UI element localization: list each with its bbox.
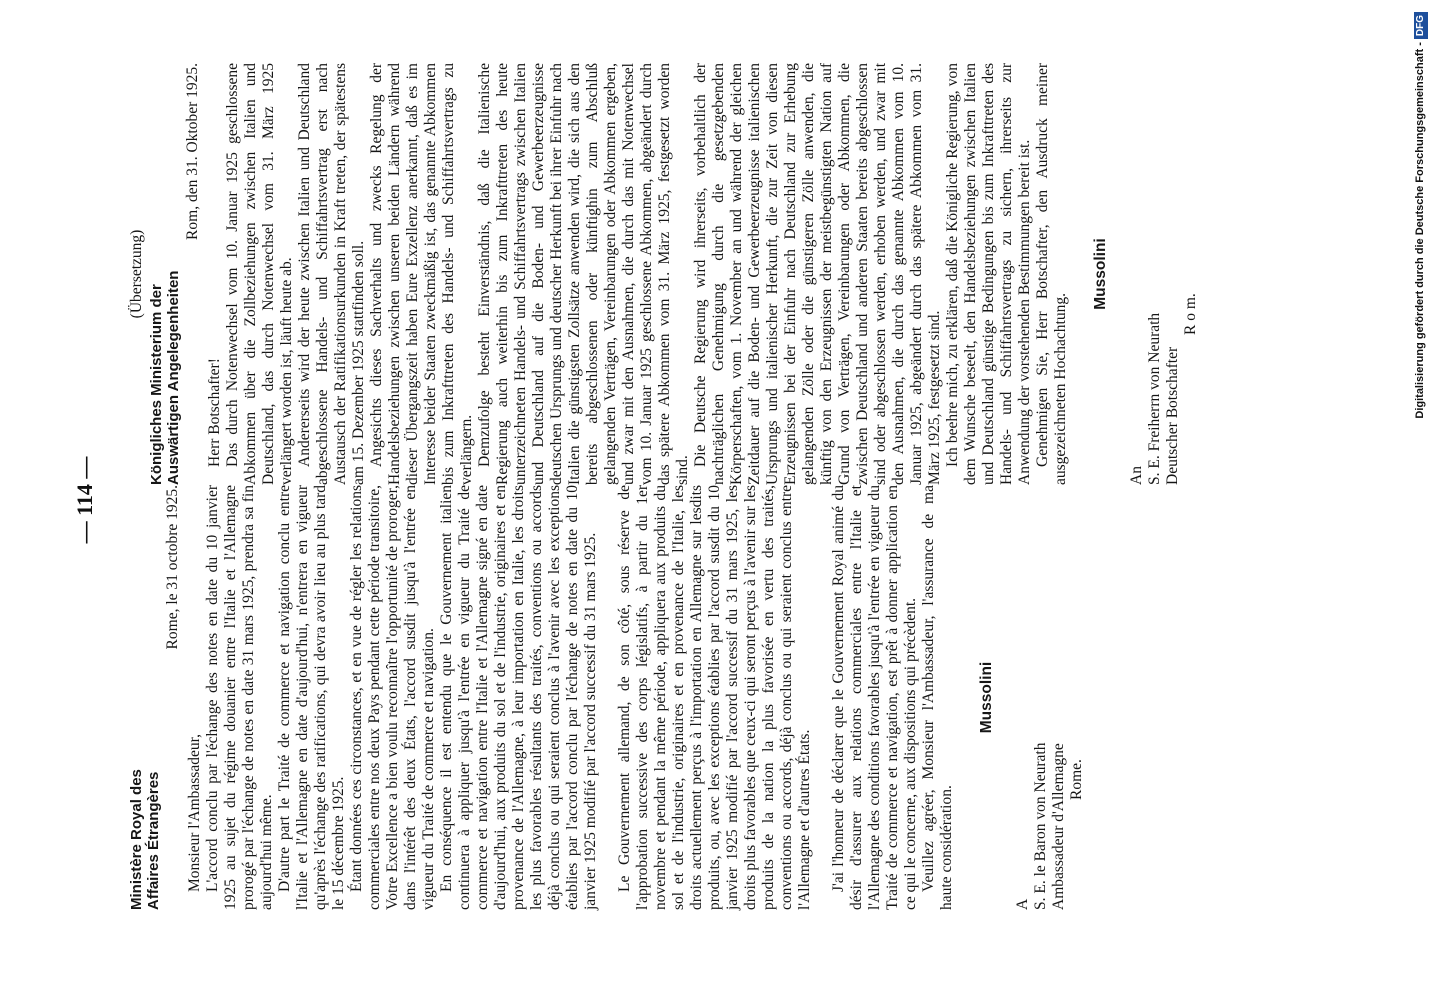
german-ministry-line1: Königliches Ministerium der — [148, 284, 165, 485]
french-ministry-line1: Ministère Royal des — [128, 769, 145, 910]
german-address-line1: S. E. Freiherrn von Neurath — [1146, 312, 1163, 485]
german-paragraph: Demzufolge besteht Einverständnis, daß die Italienische Regierung auch weiterhin bis zum Inkrafttreten des heute unterzeichneten Handels- und Schiffahrtsvertrags zwischen Italien und Deutschland auf die Boden- und Gewerbeerzeugnisse deutschen Ursprungs und deutscher Herkunft bei ihrer Einfuhr nach Italien die günstigsten Zollsätze anwenden wird, die sich aus den bereits abgeschlossenen oder künftighin zum Abschluß gelangenden Verträgen, Vereinbarungen oder Abkommen ergeben, und zwar mit den Ausnahmen, die durch das mit Notenwechsel vom 10. Januar 1925 geschlossene Abkommen, abgeändert durch das spätere Abkommen vom 31. März 1925, festgesetzt worden sind. — [476, 63, 691, 485]
french-salutation: Monsieur l'Ambassadeur, — [186, 733, 203, 892]
german-column — [128, 63, 1200, 485]
german-address-line2: Deutscher Botschafter — [1164, 346, 1181, 485]
french-paragraph: J'ai l'honneur de déclarer que le Gouvernement Royal animé du désir d'assurer aux relations commerciales entre l'Italie et l'Allemagne des conditions favorables jusqu'à l'entrée en vigueur du Traité de commerce et navigation, est prêt à donner application en ce qui le concerne, aux dispositions qui précèdent. — [830, 485, 919, 910]
french-paragraph: L'accord conclu par l'échange des notes en date du 10 janvier 1925 au sujet du régime douanier entre l'Italie et l'Allemagne prorogé par l'échange de notes en date 31 mars 1925, prendra sa fin aujourd'hui même. — [204, 485, 275, 910]
german-paragraph: Das durch Notenwechsel vom 10. Januar 1925 geschlossene Abkommen über die Zollbeziehungen zwischen Italien und Deutschland, das durch Notenwechsel vom 31. März 1925 verlängert worden ist, läuft heute ab. — [224, 63, 295, 485]
german-paragraph: Angesichts dieses Sachverhalts und zwecks Regelung der Handelsbeziehungen zwischen unseren beiden Ländern während dieser Übergangszeit haben Eure Exzellenz anerkannt, daß es im Interesse beider Staaten zweckmäßig ist, das genannte Abkommen bis zum Inkrafttreten des Handels- und Schiffahrtsvertrags zu verlängern. — [368, 63, 475, 485]
french-paragraph: Étant données ces circonstances, et en vue de régler les relations commerciales entre nos deux Pays pendant cette période transitoire, Votre Excellence a bien voulu reconnaître l'opportunité de proroger, dans l'intérêt des deux États, l'accord susdit jusqu'à l'entrée en vigueur du Traité de commerce et navigation. — [348, 485, 437, 910]
french-dateline: Rome, le 31 octobre 1925. — [164, 485, 181, 650]
french-address-line2: Ambassadeur d'Allemagne — [1050, 743, 1067, 910]
french-ministry-line2: Affaires Étrangères — [145, 771, 162, 910]
french-paragraph: Le Gouvernement allemand, de son côté, sous réserve de l'approbation successive des corps législatifs, à partir du 1er novembre et pendant la même période, appliquera aux produits du sol et de l'industrie, originaires et en provenance de l'Italie, les droits actuellement perçus à l'importation en Allemagne sur lesdits produits, ou, avec les exceptions établies par l'accord susdit du 10 janvier 1925 modifié par l'accord successif du 31 mars 1925, les droits plus favorables que ceux-ci qui seront perçus à l'avenir sur les produits de la nation la plus favorisée en vertu des traités, conventions ou accords, déjà conclus ou qui seraient conclus entre l'Allemagne et d'autres États. — [616, 485, 813, 910]
french-paragraph: En conséquence il est entendu que le Gouvernement italien continuera à appliquer jusqu'à l'entrée en vigueur du Traité de commerce et navigation entre l'Italie et l'Allemagne signé en date d'aujourd'hui, aux produits du sol et de l'industrie, originaires et en provenance de l'Allemagne, à leur importation en Italie, les droits les plus favorables résultants des traités, conventions ou accords déjà conclus ou qui seraient conclus à l'avenir avec les exceptions établies par l'accord conclu par l'échange de notes en date du 10 janvier 1925 modifié par l'accord successif du 31 mars 1925. — [438, 485, 599, 910]
german-paragraph: Genehmigen Sie, Herr Botschafter, den Ausdruck meiner ausgezeichneten Hochachtung. — [1034, 63, 1069, 485]
german-signature: Mussolini — [1092, 238, 1109, 310]
german-address-line3: R o m. — [1182, 293, 1199, 335]
french-address-line3: Rome. — [1068, 759, 1085, 800]
german-salutation: Herr Botschafter! — [206, 358, 223, 467]
german-address-a: An — [1128, 466, 1145, 485]
french-address-a: A — [1014, 898, 1031, 910]
german-paragraph: Andererseits wird der heute zwischen Italien und Deutschland abgeschlossene Handels- und Schiffahrtsvertrag erst nach Austausch der Ratifikationsurkunden in Kraft treten, der spätestens am 15. Dezember 1925 stattfinden soll. — [296, 63, 367, 485]
french-address-line1: S. E. le Baron von Neurath — [1032, 742, 1049, 910]
french-signature: Mussolini — [978, 661, 995, 734]
french-column — [128, 485, 1086, 910]
german-dateline: Rom, den 31. Oktober 1925. — [184, 63, 201, 240]
page-number: — 114 — — [72, 456, 97, 544]
digitization-note — [1410, 12, 1430, 988]
digitization-note-text: Digitalisierung gefördert durch die Deutsche Forschungsgemeinschaft - — [1414, 42, 1426, 419]
french-paragraph: D'autre part le Traité de commerce et navigation conclu entre l'Italie et l'Allemagne en date d'aujourd'hui, n'entrera en vigueur qu'après l'échange des ratifications, qui devra avoir lieu au plus tard le 15 décembre 1925. — [276, 485, 347, 910]
german-ministry-line2: Auswärtigen Angelegenheiten — [165, 270, 182, 485]
german-paragraph: Die Deutsche Regierung wird ihrerseits, vorbehaltlich der nachträglichen Genehmigung durch die gesetzgebenden Körperschaften, vom 1. November an und während der gleichen Zeitdauer auf die Boden- und Gewerbeerzeugnisse italienischen Ursprungs und italienischer Herkunft, die zur Zeit von diesen Erzeugnissen bei der Einfuhr nach Deutschland zur Erhebung gelangenden Zölle oder die günstigeren Zölle anwenden, die künftig von den Erzeugnissen der meistbegünstigten Nation auf Grund von Verträgen, Vereinbarungen oder Abkommen, die zwischen Deutschland und anderen Staaten bereits abgeschlossen sind oder abgeschlossen werden, erhoben werden, und zwar mit den Ausnahmen, die durch das genannte Abkommen vom 10. Januar 1925, abgeändert durch das spätere Abkommen vom 31. März 1925, festgesetzt sind. — [692, 63, 943, 485]
french-paragraph: Veuillez agréer, Monsieur l'Ambassadeur, l'assurance de ma haute considération. — [920, 485, 955, 910]
dfg-logo: DFG — [1414, 12, 1428, 39]
german-translation-heading: (Übersetzung) — [128, 229, 145, 319]
german-paragraph: Ich beehre mich, zu erklären, daß die Königliche Regierung, von dem Wunsche beseelt, den Handelsbeziehungen zwischen Italien und Deutschland günstige Bedingungen bis zum Inkrafttreten des Handels- und Schiffahrtsvertrags zu sichern, ihrerseits zur Anwendung der vorstehenden Bestimmungen bereit ist. — [944, 63, 1033, 485]
